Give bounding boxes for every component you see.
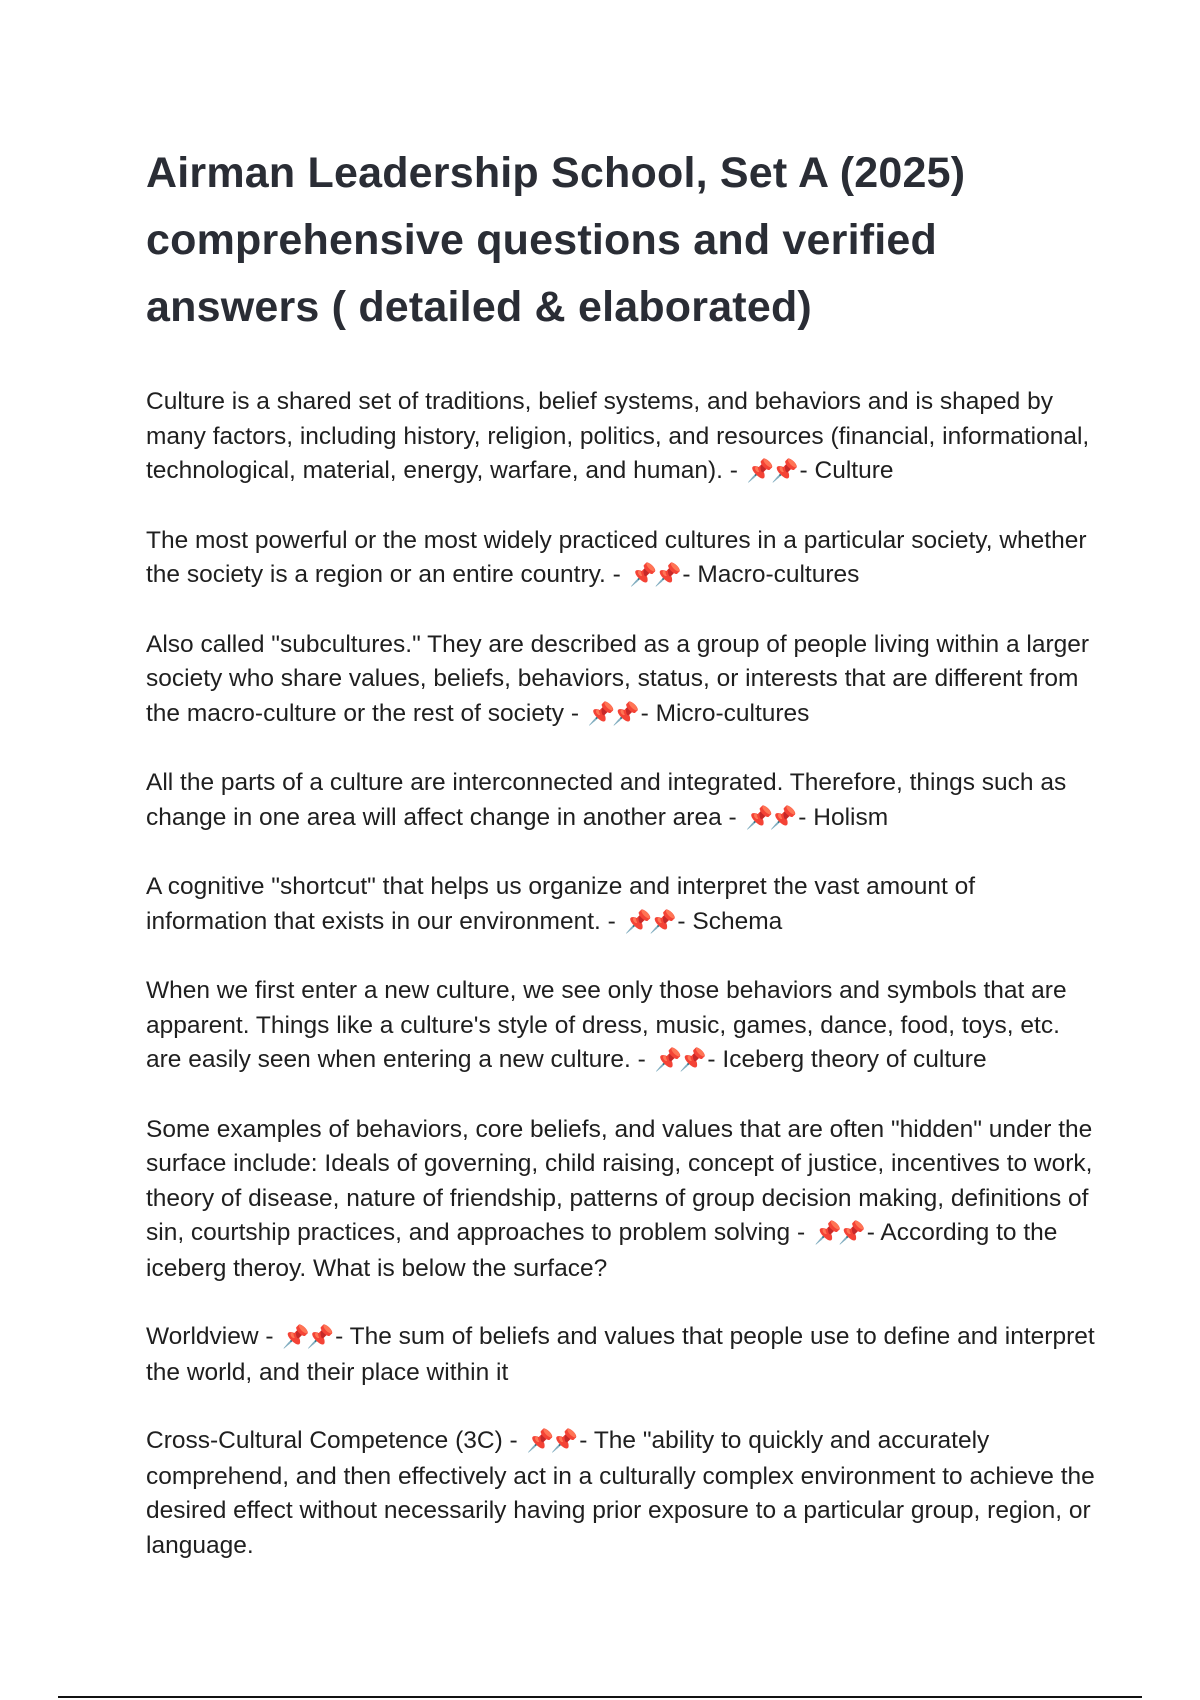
answer-text: - According to the iceberg theroy. What is below the surface?: [146, 1219, 1058, 1282]
pushpin-icon: 📌📌: [624, 909, 674, 935]
question-text: When we first enter a new culture, we see only those behaviors and symbols that are apparent. Things like a culture's style of dress, music, games, dance, food, toys, etc. are easily seen when entering a new culture. -: [146, 977, 1067, 1073]
qa-item: [146, 385, 1096, 490]
qa-item: [146, 1113, 1096, 1287]
qa-item: [146, 870, 1096, 940]
qa-item: [146, 1320, 1096, 1390]
pushpin-icon: 📌📌: [282, 1325, 332, 1350]
question-text: The most powerful or the most widely practiced cultures in a particular society, whether the society is a region or an entire country. -: [146, 526, 1087, 588]
pushpin-icon: 📌📌: [746, 459, 796, 484]
question-text: Worldview -: [146, 1323, 274, 1350]
qa-item: [146, 974, 1096, 1079]
question-text: Culture is a shared set of traditions, belief systems, and behaviors and is shaped by many factors, including history, religion, politics, and resources (financial, informational, technological, material, energy, warfare, and human). -: [146, 388, 1090, 484]
pushpin-icon: 📌📌: [526, 1429, 576, 1454]
page-bottom-divider: [58, 1696, 1142, 1698]
qa-item: [146, 628, 1096, 733]
qa-item: [146, 524, 1096, 594]
question-text: A cognitive "shortcut" that helps us organize and interpret the vast amount of information that exists in our environment. -: [146, 873, 976, 935]
pushpin-icon: 📌📌: [587, 701, 637, 727]
question-text: Also called "subcultures." They are described as a group of people living within a larger society who share values, beliefs, behaviors, status, or interests that are different from the macro-culture or the rest of society -: [146, 630, 1090, 727]
document-title: Airman Leadership School, Set A (2025) comprehensive questions and verified answers ( detailed & elaborated): [146, 149, 966, 331]
question-text: Some examples of behaviors, core beliefs, and values that are often "hidden" under the surface include: Ideals of governing, child raising, concept of justice, incentives to work, theory of disease, nature of friendship, patterns of group decision making, definitions of sin, courtship practices, and approaches to problem solving -: [146, 1115, 1093, 1246]
answer-text: - Culture: [799, 457, 894, 484]
answer-text: - The "ability to quickly and accurately comprehend, and then effectively act in a culturally complex environment to achieve the desired effect without necessarily having prior exposure to a particular group, region, or language.: [146, 1427, 1095, 1559]
qa-item: [146, 766, 1096, 836]
pushpin-icon: 📌📌: [745, 805, 795, 831]
answer-text: - Schema: [677, 907, 783, 935]
pushpin-icon: 📌📌: [813, 1221, 863, 1246]
pushpin-icon: 📌📌: [629, 563, 679, 588]
qa-item: [146, 1424, 1096, 1563]
question-text: Cross-Cultural Competence (3C) -: [146, 1427, 518, 1454]
question-text: All the parts of a culture are interconnected and integrated. Therefore, things such as change in one area will affect change in another area -: [146, 769, 1067, 831]
document-content: [146, 140, 1096, 1597]
answer-text: - Macro-cultures: [682, 561, 860, 588]
answer-text: - Micro-cultures: [640, 699, 810, 727]
answer-text: - Holism: [798, 803, 889, 831]
pushpin-icon: 📌📌: [654, 1048, 704, 1073]
answer-text: - Iceberg theory of culture: [707, 1046, 987, 1073]
answer-text: - The sum of beliefs and values that people use to define and interpret the world, and their place within it: [146, 1323, 1095, 1386]
